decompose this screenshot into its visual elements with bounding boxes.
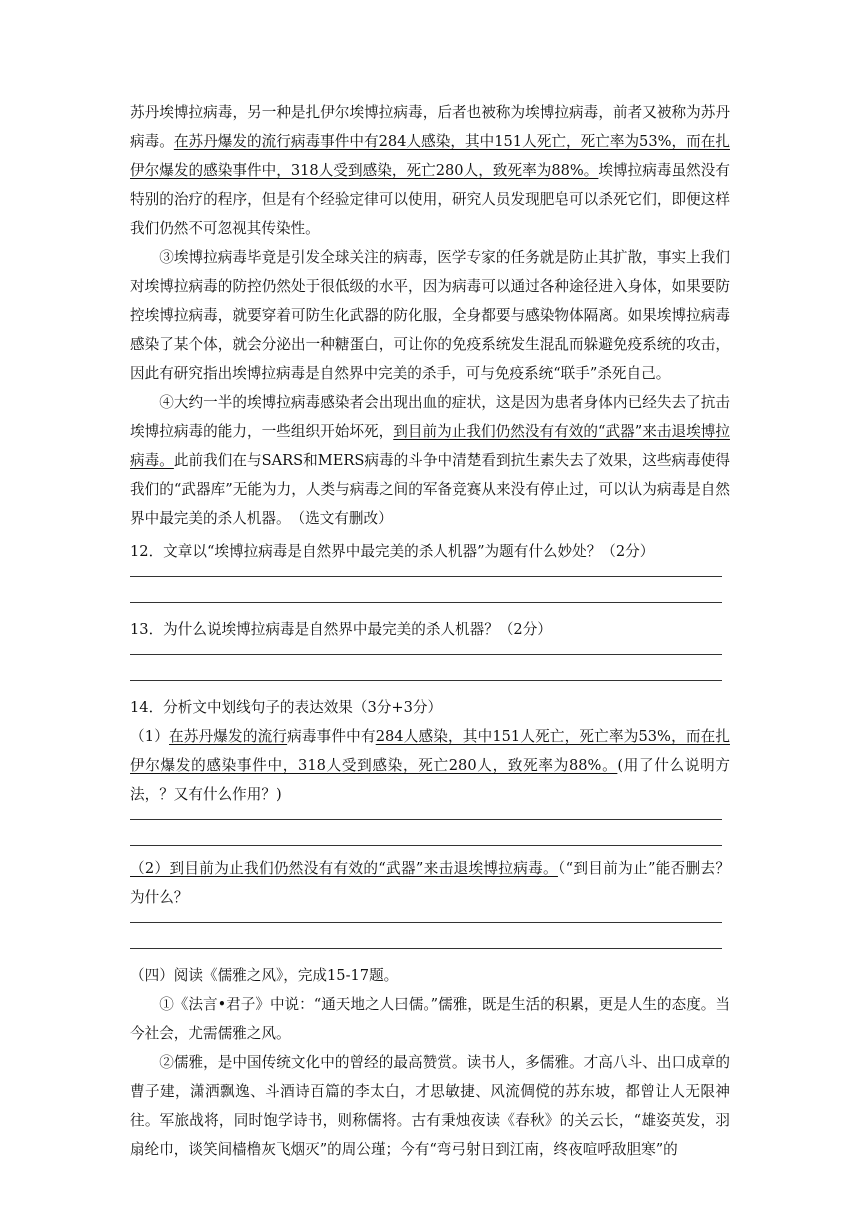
answer-area-13[interactable] xyxy=(130,644,730,689)
answer-area-12[interactable] xyxy=(130,566,730,611)
answer-line[interactable] xyxy=(130,576,722,577)
answer-line[interactable] xyxy=(130,602,722,603)
underlined-text: 284人感染，其中151人死亡，死亡率为53%，而在扎伊尔爆发的感染事件中，318人受到感染，死亡280人，致死率为88%。 xyxy=(130,728,730,774)
paragraph-text: 苏丹埃博拉病毒，另一种是扎伊尔埃博拉病毒，后者也被称为埃博拉病毒，前者又被称为苏丹病毒。 xyxy=(130,104,730,150)
passage-paragraph-3: ③埃博拉病毒毕竟是引发全球关注的病毒，医学专家的任务就是防止其扩散，事实上我们对埃博拉病毒的防控仍然处于很低级的水平，因为病毒可以通过各种途径进入身体，如果要防控埃博拉病毒，就要穿着可防生化武器的防化服，全身都要与感染物体隔离。如果埃博拉病毒感染了某个体，就会分泌出一种糖蛋白，可让你的免疫系统发生混乱而躲避免疫系统的攻击，因此有研究指出埃博拉病毒是自然界中完美的杀手，可与免疫系统“联手”杀死自己。 xyxy=(130,249,730,382)
part-prompt: （“到目前为止”能否删去？为什么？ xyxy=(130,860,730,906)
paragraph-text: 此前我们在与SARS和MERS病毒的斗争中清楚看到抗生素失去了效果，这些病毒使得我们的“武器库”无能为力，人类与病毒之间的军备竞赛从来没有停止过，可以认为病毒是自然界中最完美的杀人机器。 （选文有删改） xyxy=(130,452,730,527)
question-12: 12．文章以“埃博拉病毒是自然界中最完美的杀人机器”为题有什么妙处？（2分） xyxy=(130,543,655,560)
section-4-paragraph-2: ②儒雅，是中国传统文化中的曾经的最高赞赏。读书人，多儒雅。才高八斗、出口成章的曹子建，潇洒飘逸、斗酒诗百篇的李太白，才思敏捷、风流倜傥的苏东坡，都曾让人无限神往。军旅战将，同时饱学诗书，则称儒将。古有秉烛夜读《春秋》的关云长，“雄姿英发，羽扇纶巾，谈笑间樯橹灰飞烟灭”的周公瑾；今有“弯弓射日到江南，终夜喧呼敌胆寒”的 xyxy=(130,1054,730,1158)
part-number: （1） xyxy=(130,728,169,745)
answer-line[interactable] xyxy=(130,845,722,846)
underlined-sentence-2: 到目前为止我们仍然没有有效的“武器”来击退埃博拉病毒。 xyxy=(130,423,730,469)
question-14-part-2 xyxy=(130,854,730,912)
paragraph-text: 埃博拉病毒虽然没有特别的治疗的程序，但是有个经验定律可以使用，研究人员发现肥皂可以杀死它们，即便这样我们仍然不可忽视其传染性。 xyxy=(130,162,730,237)
answer-line[interactable] xyxy=(130,680,722,681)
answer-line[interactable] xyxy=(130,922,722,923)
answer-area-14-1[interactable] xyxy=(130,809,730,854)
plain-text: 病毒事件中有 xyxy=(287,728,376,745)
underlined-sentence-1: 在苏丹爆发的流行病毒事件中有284人感染，其中151人死亡，死亡率为53%，而在扎伊尔爆发的感染事件中，318人受到感染，死亡280人，致死率为88%。 xyxy=(130,133,730,179)
question-14-part-1 xyxy=(130,722,730,809)
answer-area-14-2[interactable] xyxy=(130,912,730,957)
passage-paragraph-4 xyxy=(130,388,730,533)
question-14: 14．分析文中划线句子的表达效果（3分+3分） xyxy=(130,699,443,716)
exam-page xyxy=(130,98,730,1164)
underlined-text: 在苏丹爆发的流行 xyxy=(169,728,288,745)
answer-line[interactable] xyxy=(130,948,722,949)
passage-paragraph-2 xyxy=(130,98,730,243)
section-4-paragraph-1: ①《法言•君子》中说：“通天地之人曰儒。”儒雅，既是生活的积累，更是人生的态度。当今社会，尤需儒雅之风。 xyxy=(130,996,730,1042)
part-prompt: (用了什么说明方法，？又有什么作用？) xyxy=(130,757,730,803)
section-4-heading: （四）阅读《儒雅之风》，完成15-17题。 xyxy=(130,967,399,984)
underlined-text: （2）到目前为止我们仍然没有有效的“武器”来击退埃博拉病毒。 xyxy=(130,860,558,877)
paragraph-text: ④大约一半的埃博拉病毒感染者会出现出血的症状，这是因为患者身体内已经失去了抗击埃博拉病毒的能力，一些组织开始坏死， xyxy=(130,394,730,440)
answer-line[interactable] xyxy=(130,654,722,655)
question-13: 13．为什么说埃博拉病毒是自然界中最完美的杀人机器？（2分） xyxy=(130,621,552,638)
answer-line[interactable] xyxy=(130,819,722,820)
